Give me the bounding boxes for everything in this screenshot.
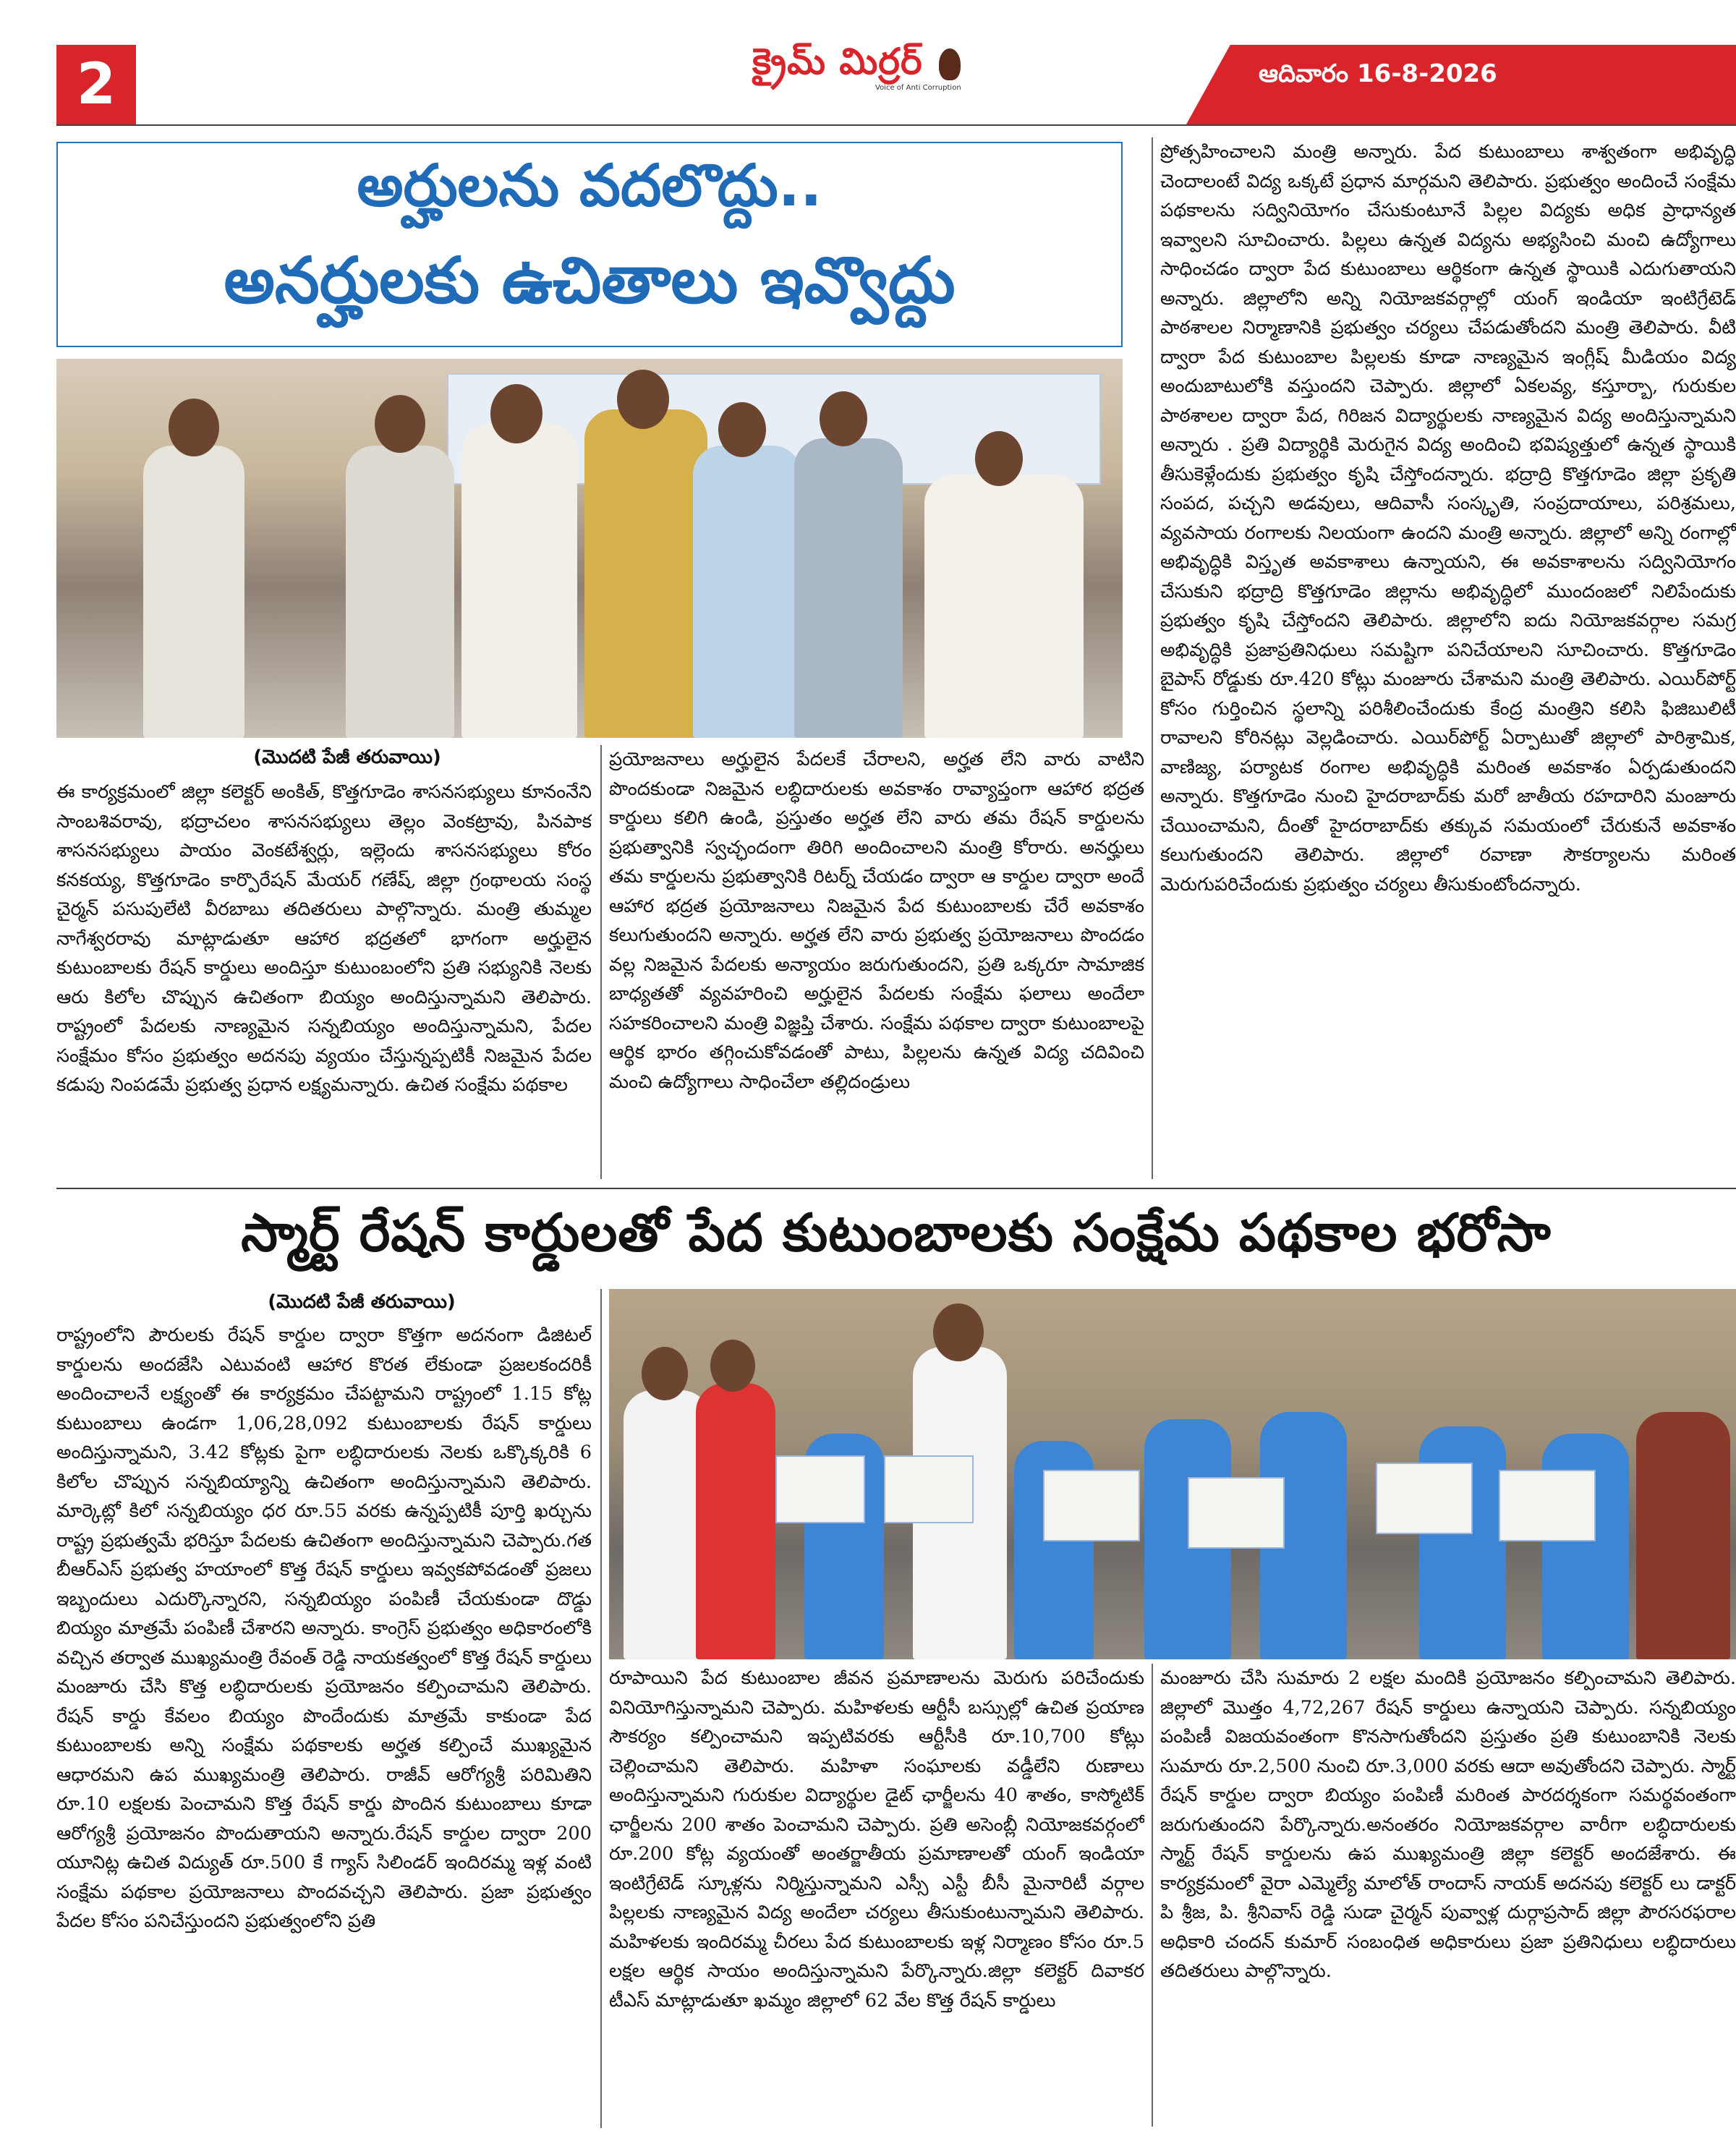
article1-column-1: ఈ కార్యక్రమంలో జిల్లా కలెక్టర్ అంకిత్, కొత్తగూడెం శాసనసభ్యులు కూనంనేని సాంబశివరావు, భద్రాచలం శాసనసభ్యులు తెల్లం వెంకట్రావు, పినపాక శాసనసభ్యులు పాయం వెంకటేశ్వర్లు, ఇల్లెందు శాసనసభ్యులు కోరం కనకయ్య, కొత్తగూడెం కార్పొరేషన్ మేయర్ గణేష్, జిల్లా గ్రంథాలయ సంస్థ చైర్మన్ పసుపులేటి వీరబాబు తదితరులు పాల్గొన్నారు. మంత్రి తుమ్మల నాగేశ్వరరావు మాట్లాడుతూ ఆహార భద్రతలో భాగంగా అర్హులైన కుటుంబాలకు రేషన్ కార్డులు అందిస్తూ కుటుంబంలోని ప్రతి సభ్యునికి నెలకు ఆరు కిలోల చొప్పున ఉచితంగా బియ్యం అందిస్తున్నామని తెలిపారు. రాష్ట్రంలో పేదలకు నాణ్యమైన సన్నబియ్యం అందిస్తున్నామని, పేదల సంక్షేమం కోసం ప్రభుత్వం అదనపు వ్యయం చేస్తున్నప్పటికీ నిజమైన పేదల కడుపు నింపడమే ప్రభుత్వ ప్రధాన లక్ష్యమన్నారు. ఉచిత సంక్షేమ పథకాల (56, 781, 592, 1096)
article2-photo (609, 1289, 1736, 1659)
page-number: 2 (56, 45, 136, 124)
column-divider (600, 745, 602, 1179)
column-divider (1152, 137, 1153, 1179)
microphone-icon (939, 48, 961, 80)
column-divider (600, 1289, 602, 2128)
article1-headline-line2: అనర్హులకు ఉచితాలు ఇవ్వొద్దు (224, 243, 956, 318)
article1-column-3: ప్రోత్సహించాలని మంత్రి అన్నారు. పేద కుటుంబాలు శాశ్వతంగా అభివృద్ధి చెందాలంటే విద్య ఒక్కటే ప్రధాన మార్గమని తెలిపారు. ప్రభుత్వం అందించే సంక్షేమ పథకాలను సద్వినియోగం చేసుకుంటూనే పిల్లల విద్యకు అధిక ప్రాధాన్యత ఇవ్వాలని సూచించారు. పిల్లలు ఉన్నత విద్యను అభ్యసించి మంచి ఉద్యోగాలు సాధించడం ద్వారా పేద కుటుంబాలు ఆర్థికంగా ఉన్నత స్థాయికి ఎదుగుతాయని అన్నారు. జిల్లాలోని అన్ని నియోజకవర్గాల్లో యంగ్ ఇండియా ఇంటిగ్రేటెడ్ పాఠశాలల నిర్మాణానికి ప్రభుత్వం చర్యలు చేపడుతోందని మంత్రి తెలిపారు. వీటి ద్వారా పేద కుటుంబాల పిల్లలకు కూడా నాణ్యమైన ఇంగ్లీష్ మీడియం విద్య అందుబాటులోకి వస్తుందని చెప్పారు. జిల్లాలో ఏకలవ్య, కస్తూర్బా, గురుకుల పాఠశాలల ద్వారా పేద, గిరిజన విద్యార్థులకు నాణ్యమైన విద్య అందిస్తున్నామని అన్నారు . ప్రతి విద్యార్థికి మెరుగైన విద్య అందించి భవిష్యత్తులో ఉన్నత స్థాయికి తీసుకెళ్లేందుకు ప్రభుత్వం కృషి చేస్తోందన్నారు. భద్రాద్రి కొత్తగూడెం జిల్లా ప్రకృతి సంపద, పచ్చని అడవులు, ఆదివాసీ సంస్కృతి, సంప్రదాయాలు, పరిశ్రమలు, వ్యవసాయ రంగాలకు నిలయంగా ఉందని మంత్రి అన్నారు. జిల్లాలో అన్ని రంగాల్లో అభివృద్ధికి విస్తృత అవకాశాలు ఉన్నాయని, ఈ అవకాశాలను సద్వినియోగం చేసుకుని భద్రాద్రి కొత్తగూడెం జిల్లాను అభివృద్ధిలో ముందంజలో నిలిపేందుకు ప్రభుత్వం కృషి చేస్తోందని తెలిపారు. జిల్లాలోని ఐదు నియోజకవర్గాల సమగ్ర అభివృద్ధికి ప్రజాప్రతినిధులు సమష్టిగా పనిచేయాలని సూచించారు. కొత్తగూడెం బైపాస్ రోడ్డుకు రూ.420 కోట్లు మంజూరు చేశామని మంత్రి తెలిపారు. ఎయిర్‌పోర్ట్ కోసం గుర్తించిన స్థలాన్ని పరిశీలించేందుకు కేంద్ర మంత్రిని కలిసి ఫిజిబులిటీ రావాలని కోరినట్లు వెల్లడించారు. ఎయిర్‌పోర్ట్ ఏర్పాటుతో జిల్లాలో పారిశ్రామిక, వాణిజ్య, పర్యాటక రంగాల అభివృద్ధికి మరింత అవకాశం ఏర్పడుతుందని అన్నారు. కొత్తగూడెం నుంచి హైదరాబాద్‌కు మరో జాతీయ రహదారిని మంజూరు చేయించామని, దీంతో హైదరాబాద్‌కు తక్కువ సమయంలో చేరుకునే అవకాశం కలుగుతుందని తెలిపారు. జిల్లాలో రవాణా సౌకర్యాలను మరింత మెరుగుపరిచేందుకు ప్రభుత్వం చర్యలు తీసుకుంటోందన్నారు. (1160, 141, 1736, 895)
article1-photo (56, 359, 1123, 738)
article1-column-2: ప్రయోజనాలు అర్హులైన పేదలకే చేరాలని, అర్హత లేని వారు వాటిని పొందకుండా నిజమైన లబ్ధిదారులకు అవకాశం రావ్యాప్తంగా ఆహార భద్రత కార్డులు కలిగి ఉండి, ప్రస్తుతం అర్హత లేని వారు తమ రేషన్ కార్డులను ప్రభుత్వానికి స్వచ్ఛందంగా తిరిగి అందించాలని మంత్రి కోరారు. అనర్హులు తమ కార్డులను ప్రభుత్వానికి రిటర్న్ చేయడం ద్వారా ఆ కార్డుల ద్వారా అందే ఆహార భద్రత ప్రయోజనాలు నిజమైన పేద కుటుంబాలకు చేరే అవకాశం కలుగుతుందని అన్నారు. అర్హత లేని వారు ప్రభుత్వ ప్రయోజనాలు పొందడం వల్ల నిజమైన పేదలకు అన్యాయం జరుగుతుందని, ప్రతి ఒక్కరూ సామాజిక బాధ్యతతో వ్యవహరించి అర్హులైన పేదలకు సంక్షేమ ఫలాలు అందేలా సహకరించాలని మంత్రి విజ్ఞప్తి చేశారు. సంక్షేమ పథకాల ద్వారా కుటుంబాలపై ఆర్థిక భారం తగ్గించుకోవడంతో పాటు, పిల్లలను ఉన్నత విద్య చదివించి మంచి ఉద్యోగాలు సాధించేలా తల్లిదండ్రులు (609, 749, 1144, 1093)
article2-column-3: మంజూరు చేసి సుమారు 2 లక్షల మందికి ప్రయోజనం కల్పించామని తెలిపారు. జిల్లాలో మొత్తం 4,72,267 రేషన్ కార్డులు ఉన్నాయని చెప్పారు. సన్నబియ్యం పంపిణీ విజయవంతంగా కొనసాగుతోందని ప్రస్తుతం ప్రతి కుటుంబానికి నెలకు సుమారు రూ.2,500 నుంచి రూ.3,000 వరకు ఆదా అవుతోందని చెప్పారు. స్మార్ట్ రేషన్ కార్డుల ద్వారా బియ్యం పంపిణీ మరింత పారదర్శకంగా సమర్థవంతంగా జరుగుతుందని పేర్కొన్నారు.అనంతరం నియోజకవర్గాల వారీగా లబ్ధిదారులకు స్మార్ట్ రేషన్ కార్డులను ఉప ముఖ్యమంత్రి జిల్లా కలెక్టర్ అందజేశారు. ఈ కార్యక్రమంలో వైరా ఎమ్మెల్యే మాలోత్ రాందాస్ నాయక్ అదనపు కలెక్టర్ లు డాక్టర్ పి శ్రీజ, పి. శ్రీనివాస్ రెడ్డి సుడా చైర్మన్ పువ్వాళ్ల దుర్గాప్రసాద్ జిల్లా పౌరసరఫరాల అధికారి చందన్ కుమార్ సంబంధిత అధికారులు ప్రజా ప్రతినిధులు లబ్ధిదారులు తదితరులు పాల్గొన్నారు. (1160, 1667, 1736, 1982)
headline-box (56, 142, 1123, 347)
section-rule (56, 1188, 1736, 1189)
article2-column-1: రాష్ట్రంలోని పౌరులకు రేషన్ కార్డుల ద్వారా కొత్తగా అదనంగా డిజిటల్ కార్డులను అందజేసి ఎటువంటి ఆహార కొరత లేకుండా ప్రజలకందరికీ అందించాలనే లక్ష్యంతో ఈ కార్యక్రమం చేపట్టామని రాష్ట్రంలో 1.15 కోట్ల కుటుంబాలు ఉండగా 1,06,28,092 కుటుంబాలకు రేషన్ కార్డులు అందిస్తున్నామని, 3.42 కోట్లకు పైగా లబ్ధిదారులకు నెలకు ఒక్కొక్కరికి 6 కిలోల చొప్పున సన్నబియ్యాన్ని ఉచితంగా అందిస్తున్నామని తెలిపారు. మార్కెట్లో కిలో సన్నబియ్యం ధర రూ.55 వరకు ఉన్నప్పటికీ పూర్తి ఖర్చును రాష్ట్ర ప్రభుత్వమే భరిస్తూ పేదలకు ఉచితంగా అందిస్తున్నామని చెప్పారు.గత బీఆర్ఎస్ ప్రభుత్వ హయాంలో కొత్త రేషన్ కార్డులు ఇవ్వకపోవడంతో ప్రజలు ఇబ్బందులు ఎదుర్కొన్నారని, సన్నబియ్యం పంపిణీ చేయకుండా దొడ్డు బియ్యం మాత్రమే పంపిణీ చేశారని అన్నారు. కాంగ్రెస్ ప్రభుత్వం అధికారంలోకి వచ్చిన తర్వాత ముఖ్యమంత్రి రేవంత్ రెడ్డి నాయకత్వంలో కొత్త రేషన్ కార్డులు మంజూరు చేసి కొత్త లబ్ధిదారులకు ప్రయోజనం కల్పించామని తెలిపారు. రేషన్ కార్డు కేవలం బియ్యం పొందేందుకు మాత్రమే కాకుండా పేద కుటుంబాలకు అన్ని సంక్షేమ పథకాలకు అర్హత కల్పించే ముఖ్యమైన ఆధారమని ఉప ముఖ్యమంత్రి తెలిపారు. రాజీవ్ ఆరోగ్యశ్రీ పరిమితిని రూ.10 లక్షలకు పెంచామని కొత్త రేషన్ కార్డు పొందిన కుటుంబాలు కూడా ఆరోగ్యశ్రీ ప్రయోజనం పొందుతాయని అన్నారు.రేషన్ కార్డుల ద్వారా 200 యూనిట్ల ఉచిత విద్యుత్ రూ.500 కే గ్యాస్ సిలిండర్ ఇందిరమ్మ ఇళ్ల వంటి సంక్షేమ పథకాల ప్రయోజనాలు పొందవచ్చని తెలిపారు. ప్రజా ప్రభుత్వం పేదల కోసం పనిచేస్తుందని ప్రభుత్వంలోని ప్రతి (56, 1324, 592, 1932)
logo-text: క్రైమ్ మిర్రర్ (752, 41, 923, 82)
article1-continued-caption: (మొదటి పేజీ తరువాయి) (253, 746, 441, 768)
article2-headline: స్మార్ట్ రేషన్ కార్డులతో పేద కుటుంబాలకు సంక్షేమ పథకాల భరోసా (241, 1202, 1552, 1263)
article1-headline-line1: అర్హులను వదలొద్దు.. (357, 152, 822, 219)
masthead-rule (56, 124, 1736, 126)
issue-date: ఆదివారం 16-8-2026 (1259, 59, 1497, 88)
logo-tagline: Voice of Anti Corruption (875, 84, 961, 92)
article2-continued-caption: (మొదటి పేజీ తరువాయి) (268, 1291, 456, 1313)
column-divider (1152, 1664, 1153, 2127)
article2-column-2: రూపాయిని పేద కుటుంబాల జీవన ప్రమాణాలను మెరుగు పరిచేందుకు వినియోగిస్తున్నామని చెప్పారు. మహిళలకు ఆర్టీసీ బస్సుల్లో ఉచిత ప్రయాణ సౌకర్యం కల్పించామని ఇప్పటివరకు ఆర్టీసీకి రూ.10,700 కోట్లు చెల్లించామని తెలిపారు. మహిళా సంఘాలకు వడ్డీలేని రుణాలు అందిస్తున్నామని గురుకుల విద్యార్థుల డైట్ ఛార్జీలను 40 శాతం, కాస్మోటిక్ ఛార్జీలను 200 శాతం పెంచామని చెప్పారు. ప్రతి అసెంబ్లీ నియోజకవర్గంలో రూ.200 కోట్ల వ్యయంతో అంతర్జాతీయ ప్రమాణాలతో యంగ్ ఇండియా ఇంటిగ్రేటెడ్ స్కూళ్లను నిర్మిస్తున్నామని ఎస్సీ ఎస్టీ బీసీ మైనారిటీ వర్గాల పిల్లలకు నాణ్యమైన విద్య అందేలా చర్యలు తీసుకుంటున్నామని తెలిపారు. మహిళలకు ఇందిరమ్మ చీరలు పేద కుటుంబాలకు ఇళ్ల నిర్మాణం కోసం రూ.5 లక్షల ఆర్థిక సాయం అందిస్తున్నామని పేర్కొన్నారు.జిల్లా కలెక్టర్ దివాకర టీఎస్ మాట్లాడుతూ ఖమ్మం జిల్లాలో 62 వేల కొత్త రేషన్ కార్డులు (609, 1667, 1144, 2012)
